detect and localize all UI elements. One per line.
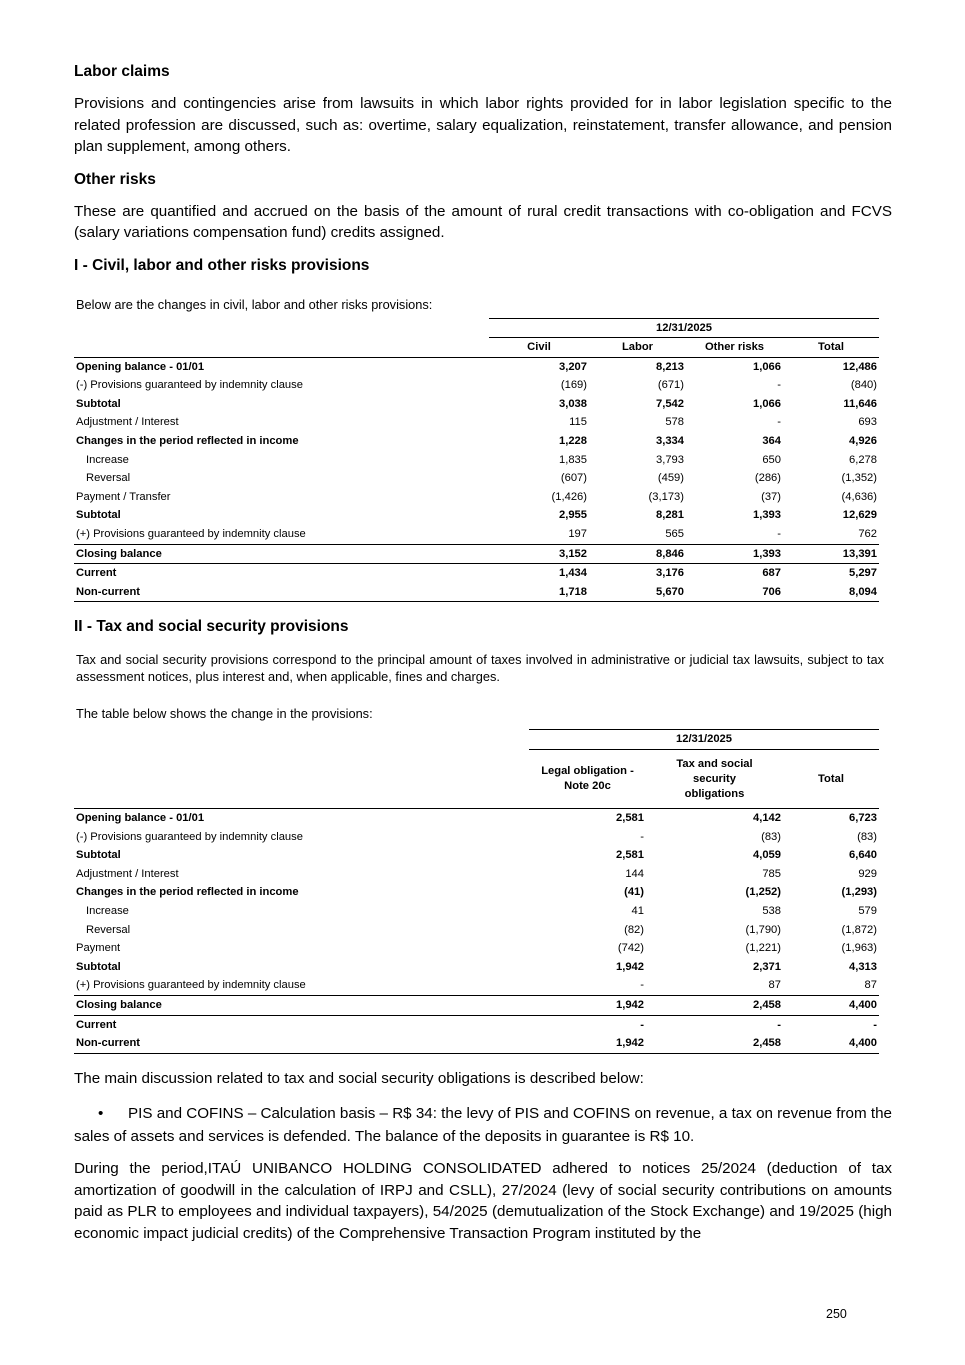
row-label: Increase [86, 453, 129, 466]
cell-value: 2,581 [616, 849, 644, 862]
row-label: Subtotal [76, 509, 121, 522]
cell-value: 2,955 [559, 509, 587, 522]
cell-value: 8,281 [656, 509, 684, 522]
header-spacer [74, 750, 529, 809]
cell-value: 4,059 [753, 849, 781, 862]
cell-value: 197 [568, 528, 587, 541]
other-risks-heading: Other risks [74, 170, 156, 188]
cell-value: 929 [858, 867, 877, 880]
table-row [74, 809, 879, 828]
cell-value: 4,142 [753, 812, 781, 824]
row-label: Reversal [86, 923, 131, 936]
cell-value: (1,352) [841, 472, 877, 485]
cell-value: (41) [624, 886, 644, 899]
other-risks-text: These are quantified and accrued on the basis of the amount of rural credit transactions with co-obligation and FCVS (salary variations compensation fund) credits assigned. [74, 202, 892, 241]
cell-value: (37) [761, 490, 781, 503]
cell-value: 87 [864, 979, 877, 992]
cell-value: (1,221) [745, 942, 781, 955]
table-row [74, 828, 879, 847]
cell-value: 3,152 [489, 544, 589, 564]
bullet-icon: • [98, 1105, 104, 1123]
row-label: Non-current [74, 1034, 529, 1053]
row-label: Current [74, 1015, 529, 1034]
column-header: Total [783, 750, 879, 809]
cell-value: 1,942 [529, 995, 646, 1015]
table-row [74, 995, 879, 1015]
cell-value: 41 [631, 904, 644, 917]
section1-intro: Below are the changes in civil, labor and other risks provisions: [76, 296, 433, 312]
table2-body [74, 809, 879, 1054]
cell-value: 1,228 [559, 435, 587, 448]
cell-value: (1,963) [841, 942, 877, 955]
table-row [74, 357, 879, 376]
cell-value: 1,718 [489, 583, 589, 602]
row-label: Adjustment / Interest [76, 867, 179, 880]
cell-value: 144 [625, 867, 644, 880]
cell-value: (1,252) [745, 886, 781, 899]
cell-value: 8,213 [656, 360, 684, 373]
cell-value: 7,542 [656, 397, 684, 410]
table-row [74, 395, 879, 414]
table-row [74, 865, 879, 884]
cell-value: 3,038 [559, 397, 587, 410]
discussion-final: During the period,ITAÚ UNIBANCO HOLDING CONSOLIDATED adhered to notices 25/2024 (deduction of tax amortization of goodwill in the calculation of IRPJ and CSLL), 27/2024 (levy of social security contributions on amounts paid as PLR to employees and individual taxpayers), 54/2025 (demutualization of the Stock Exchange) and 19/2025 (high economic impact judicial credits) of the Comprehensive Transaction Program instituted by the [74, 1160, 892, 1242]
cell-value: 6,278 [849, 453, 877, 466]
bullet-text: PIS and COFINS – Calculation basis – R$ 34: the levy of PIS and COFINS on revenue, a tax on revenue from the sales of assets and services is defended. The balance of the deposits in guarantee is R$ 10. [74, 1105, 892, 1146]
cell-value: 364 [762, 435, 781, 448]
cell-value: - [529, 1015, 646, 1034]
cell-value: (607) [560, 472, 587, 485]
table-row [74, 976, 879, 995]
cell-value: (459) [657, 472, 684, 485]
cell-value: 2,371 [753, 960, 781, 973]
cell-value: 3,793 [656, 453, 684, 466]
table-row [74, 564, 879, 583]
row-label: Closing balance [74, 544, 489, 564]
cell-value: - [777, 528, 781, 541]
cell-value: - [640, 830, 644, 843]
cell-value: 115 [569, 416, 587, 429]
cell-value: 6,723 [849, 812, 877, 824]
row-label: (-) Provisions guaranteed by indemnity clause [76, 379, 303, 392]
table-row [74, 506, 879, 525]
row-label: Closing balance [74, 995, 529, 1015]
cell-value: - [783, 1015, 879, 1034]
cell-value: 3,207 [559, 360, 587, 373]
table-row [74, 1015, 879, 1034]
table-row [74, 1034, 879, 1053]
cell-value: 538 [762, 904, 781, 917]
row-label: Subtotal [76, 960, 121, 973]
cell-value: 4,926 [849, 435, 877, 448]
row-label: Current [74, 564, 489, 583]
row-label: Adjustment / Interest [76, 416, 179, 429]
cell-value: 2,581 [616, 812, 644, 824]
cell-value: (4,636) [841, 490, 877, 503]
document-page [74, 60, 892, 1244]
cell-value: 12,629 [842, 509, 877, 522]
cell-value: 2,458 [646, 1034, 783, 1053]
section2-intro2: The table below shows the change in the provisions: [76, 706, 373, 722]
row-label: Opening balance - 01/01 [76, 360, 205, 373]
cell-value: 4,400 [783, 995, 879, 1015]
cell-value: 650 [762, 453, 781, 466]
cell-value: - [646, 1015, 783, 1034]
tax-provisions-table [74, 729, 879, 1053]
table-row [74, 939, 879, 958]
table-row [74, 469, 879, 488]
discussion-bullet [74, 1102, 892, 1148]
row-label: Payment [76, 942, 121, 955]
header-spacer [74, 730, 529, 750]
table-row [74, 544, 879, 564]
row-label: Changes in the period reflected in income [76, 886, 299, 899]
cell-value: (1,872) [841, 923, 877, 936]
table-row [74, 488, 879, 507]
cell-value: 785 [762, 867, 781, 880]
table-row [74, 376, 879, 395]
labor-claims-heading: Labor claims [74, 63, 170, 80]
cell-value: 6,640 [849, 849, 877, 862]
table-row [74, 432, 879, 451]
cell-value: 3,334 [656, 435, 684, 448]
row-label: (+) Provisions guaranteed by indemnity clause [76, 528, 306, 541]
row-label: Subtotal [76, 397, 121, 410]
cell-value: (671) [657, 379, 684, 392]
row-label: Subtotal [76, 849, 121, 862]
cell-value: (742) [617, 942, 644, 955]
cell-value: 8,094 [783, 583, 879, 602]
cell-value: 5,670 [589, 583, 686, 602]
cell-value: 13,391 [783, 544, 879, 564]
table-row [74, 902, 879, 921]
cell-value: 1,835 [559, 453, 587, 466]
table-row [74, 583, 879, 602]
cell-value: 1,066 [753, 360, 781, 373]
cell-value: 565 [665, 528, 684, 541]
section2-intro: Tax and social security provisions correspond to the principal amount of taxes involved in administrative or judicial tax lawsuits, subject to tax assessment notices, plus interest and, when applicable, fines and charges. [76, 652, 884, 684]
cell-value: (1,790) [745, 923, 781, 936]
table-row [74, 846, 879, 865]
cell-value: 4,313 [849, 960, 877, 973]
row-label: (+) Provisions guaranteed by indemnity clause [76, 979, 306, 992]
cell-value: 1,434 [489, 564, 589, 583]
cell-value: (840) [850, 379, 877, 392]
cell-value: 1,393 [686, 544, 783, 564]
table-row [74, 921, 879, 940]
cell-value: - [640, 979, 644, 992]
row-label: Reversal [86, 472, 131, 485]
labor-claims-text: Provisions and contingencies arise from lawsuits in which labor rights provided for in labor legislation specific to the related profession are discussed, such as: overtime, salary equalization, reinstatement, transfer allowance, and pension plan supplement, among others. [74, 95, 892, 155]
cell-value: 3,176 [589, 564, 686, 583]
table1-date: 12/31/2025 [489, 318, 879, 338]
cell-value: 87 [768, 979, 781, 992]
row-label: Payment / Transfer [76, 490, 171, 503]
table-row [74, 451, 879, 470]
cell-value: (1,426) [551, 490, 587, 503]
cell-value: (82) [624, 923, 644, 936]
cell-value: 1,393 [753, 509, 781, 522]
column-header: Civil [489, 338, 589, 358]
cell-value: 687 [686, 564, 783, 583]
cell-value: 4,400 [783, 1034, 879, 1053]
cell-value: - [777, 416, 781, 429]
column-header: Total [783, 338, 879, 358]
cell-value: (286) [754, 472, 781, 485]
row-label: Increase [86, 904, 129, 917]
cell-value: 11,646 [843, 397, 877, 410]
column-header: Legal obligation - Note 20c [529, 750, 646, 809]
row-label: Changes in the period reflected in income [76, 435, 299, 448]
header-spacer [74, 338, 489, 358]
column-header: Labor [589, 338, 686, 358]
column-header: Other risks [686, 338, 783, 358]
table2-date: 12/31/2025 [529, 730, 879, 750]
cell-value: 578 [665, 416, 684, 429]
cell-value: 12,486 [842, 360, 877, 373]
table-row [74, 413, 879, 432]
row-label: (-) Provisions guaranteed by indemnity clause [76, 830, 303, 843]
cell-value: 706 [686, 583, 783, 602]
page-number: 250 [826, 1307, 847, 1321]
cell-value: 5,297 [783, 564, 879, 583]
civil-labor-provisions-table [74, 318, 879, 603]
header-spacer [74, 318, 489, 338]
table-row [74, 958, 879, 977]
row-label: Non-current [74, 583, 489, 602]
cell-value: - [777, 379, 781, 392]
cell-value: 579 [858, 904, 877, 917]
cell-value: 1,942 [529, 1034, 646, 1053]
cell-value: 2,458 [646, 995, 783, 1015]
column-header: Tax and social security obligations [646, 750, 783, 809]
table-row [74, 883, 879, 902]
row-label: Opening balance - 01/01 [76, 812, 205, 824]
cell-value: (83) [857, 830, 877, 843]
cell-value: 1,066 [753, 397, 781, 410]
discussion-intro: The main discussion related to tax and social security obligations is described below: [74, 1069, 644, 1087]
cell-value: 693 [858, 416, 877, 429]
table1-body [74, 357, 879, 602]
section1-heading: I - Civil, labor and other risks provisions [74, 256, 370, 274]
cell-value: (3,173) [648, 490, 684, 503]
cell-value: 762 [858, 528, 877, 541]
cell-value: 8,846 [589, 544, 686, 564]
section2-heading: II - Tax and social security provisions [74, 618, 349, 636]
cell-value: (83) [761, 830, 781, 843]
cell-value: 1,942 [616, 960, 644, 973]
table-row [74, 525, 879, 544]
cell-value: (1,293) [841, 886, 877, 899]
cell-value: (169) [560, 379, 587, 392]
